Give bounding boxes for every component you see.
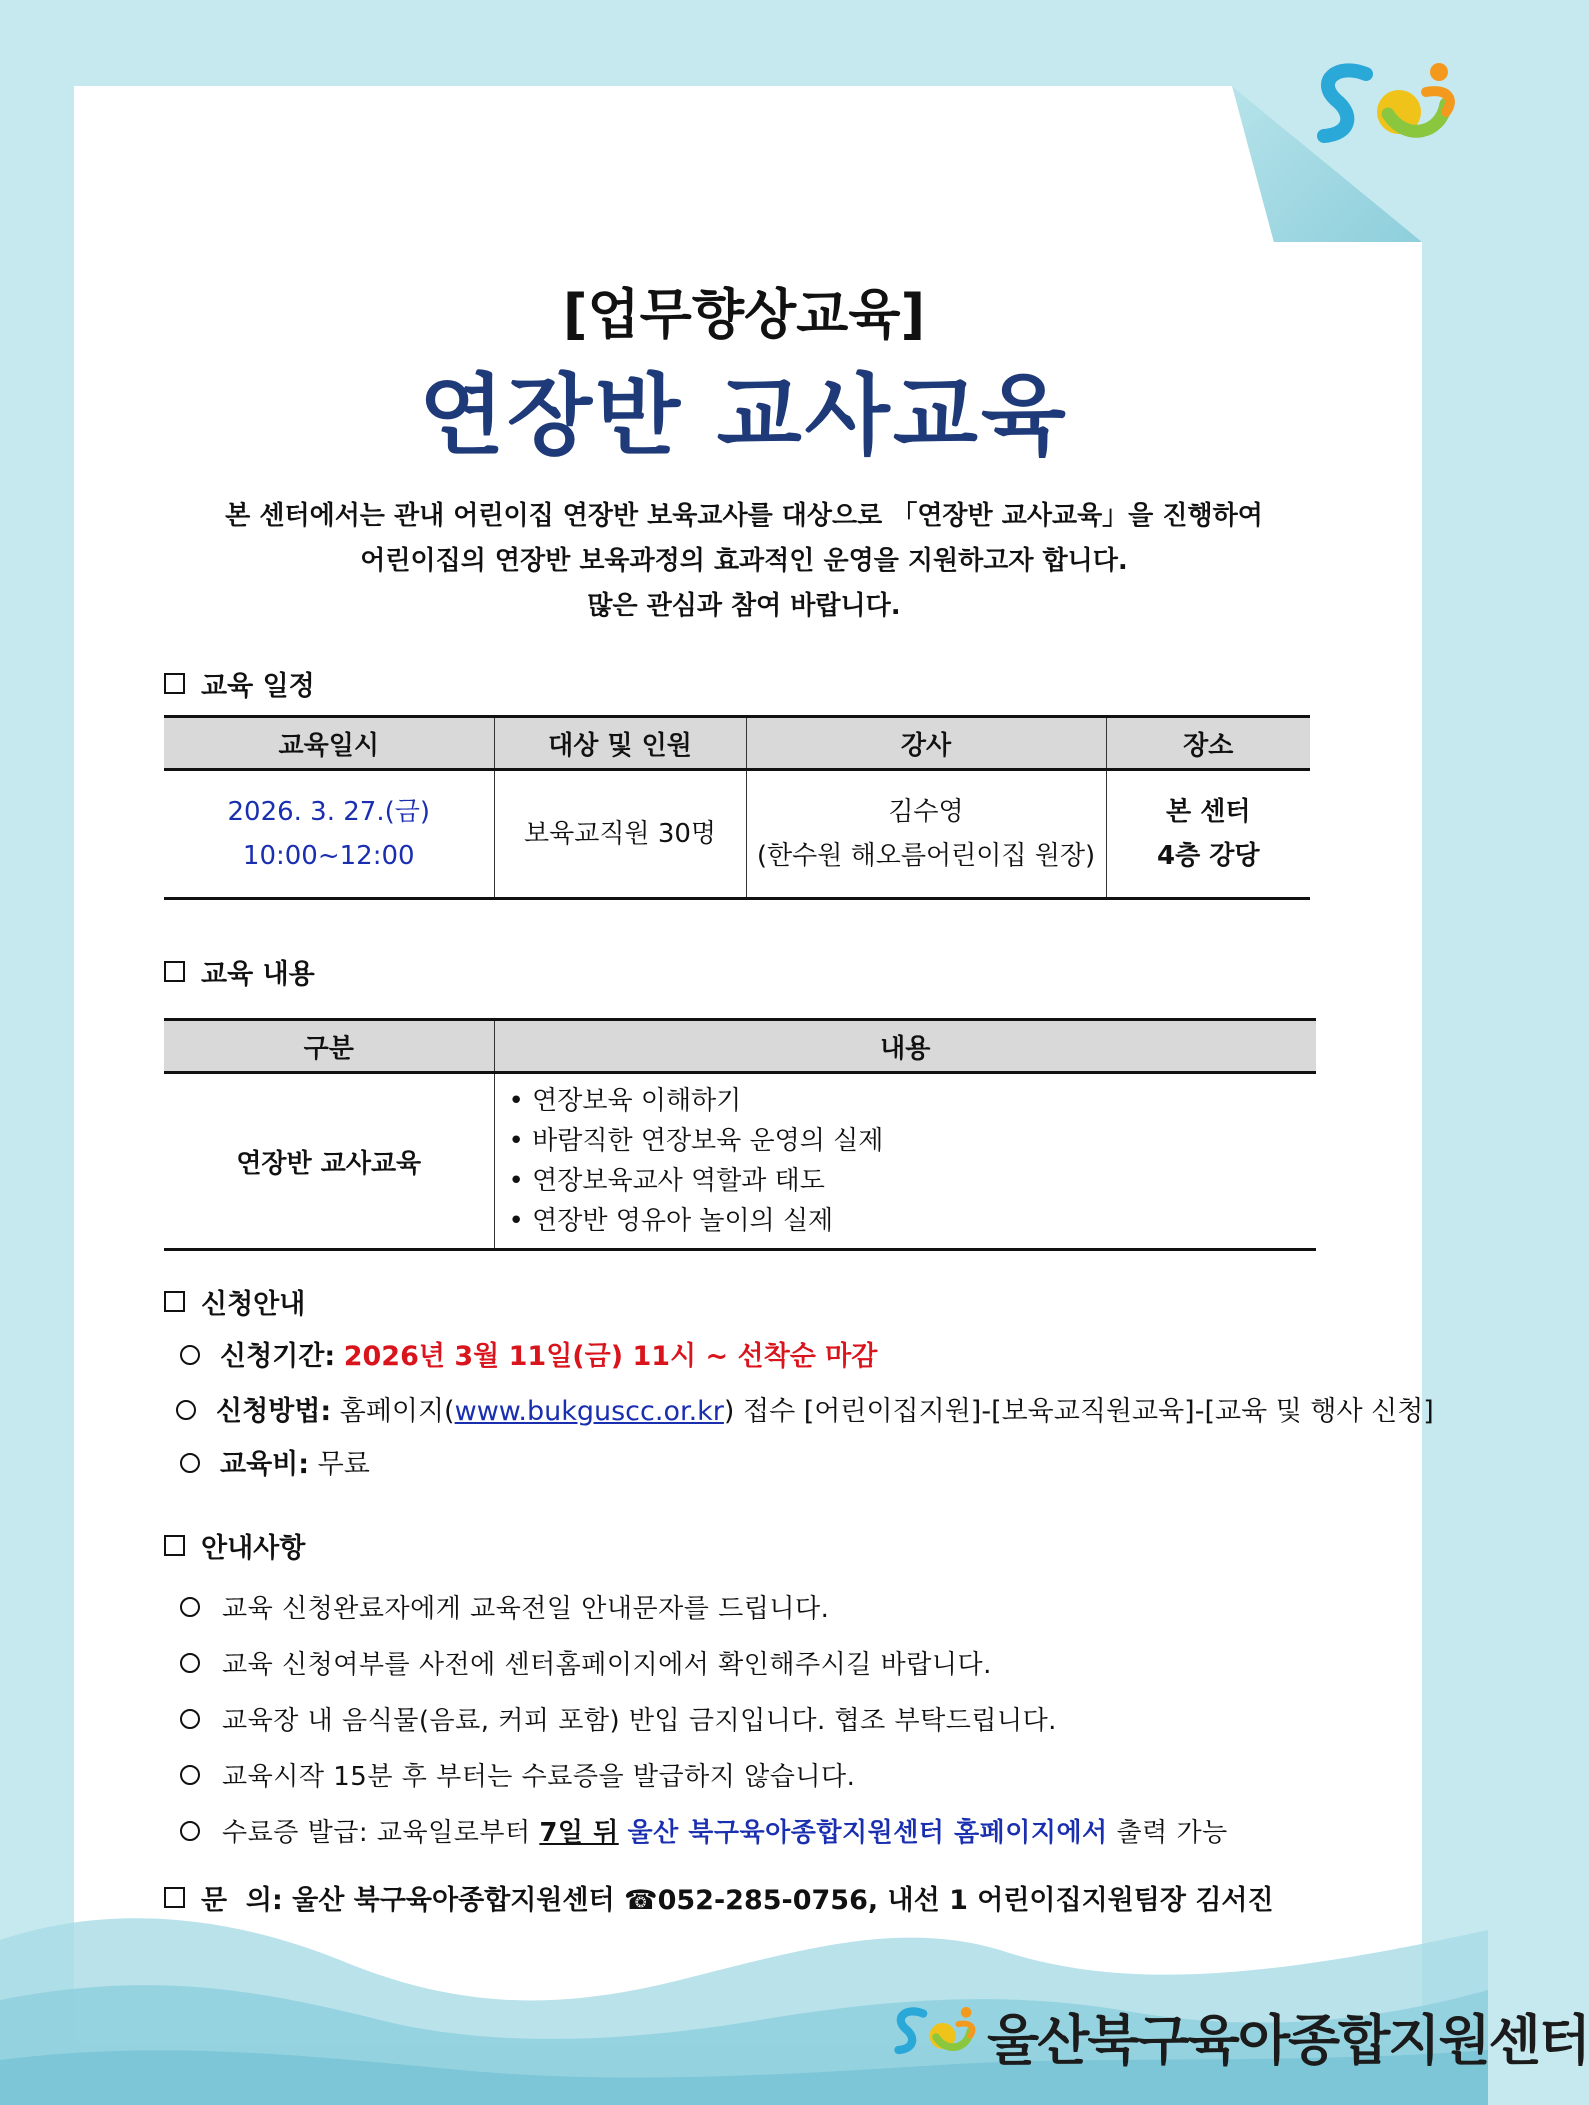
circle-bullet-icon	[180, 1653, 200, 1673]
schedule-time: 10:00~12:00	[242, 841, 415, 871]
apply-period: 신청기간: 2026년 3월 11일(금) 11시 ~ 선착순 마감	[180, 1334, 877, 1373]
schedule-date: 2026. 3. 27.(금)	[227, 797, 431, 827]
circle-bullet-icon	[180, 1597, 200, 1617]
column-header: 강사	[746, 717, 1106, 770]
schedule-place	[1106, 770, 1310, 899]
list-item: • 바람직한 연장보육 운영의 실제	[508, 1126, 884, 1156]
instructor-affiliation: (한수원 해오름어린이집 원장)	[756, 841, 1096, 871]
homepage-link[interactable]: www.bukguscc.or.kr	[454, 1396, 724, 1427]
square-bullet-icon	[164, 1535, 185, 1556]
list-item: • 연장보육교사 역할과 태도	[508, 1166, 825, 1196]
note-item: 교육시작 15분 후 부터는 수료증을 발급하지 않습니다.	[180, 1756, 855, 1793]
subtitle: [업무향상교육]	[562, 283, 926, 346]
column-header: 장소	[1106, 717, 1310, 770]
intro-line-1: 본 센터에서는 관내 어린이집 연장반 보육교사를 대상으로 「연장반 교사교육」을 진행하여	[225, 501, 1263, 531]
list-item: • 연장보육 이해하기	[508, 1086, 742, 1116]
content-list	[494, 1073, 1316, 1250]
place-line-1: 본 센터	[1166, 797, 1251, 827]
section-heading-content: 교육 내용	[164, 952, 315, 991]
circle-bullet-icon	[180, 1709, 200, 1729]
schedule-table	[164, 715, 1310, 900]
section-heading-notes: 안내사항	[164, 1526, 305, 1565]
contact-line: 문 의: 울산 북구육아종합지원센터 ☎052-285-0756, 내선 1 어린이집지원팀장 김서진	[164, 1878, 1274, 1917]
schedule-datetime	[164, 770, 494, 899]
page-title: 연장반 교사교육	[419, 364, 1069, 467]
footer-brand-name: 울산북구육아종합지원센터	[987, 2009, 1589, 2072]
schedule-instructor	[746, 770, 1106, 899]
circle-bullet-icon	[180, 1765, 200, 1785]
circle-bullet-icon	[180, 1345, 200, 1365]
circle-bullet-icon	[176, 1400, 196, 1420]
table-header-row	[164, 717, 1310, 770]
table-row	[164, 1073, 1316, 1250]
content-category: 연장반 교사교육	[164, 1073, 494, 1250]
square-bullet-icon	[164, 1291, 185, 1312]
section-heading-apply: 신청안내	[164, 1282, 305, 1321]
circle-bullet-icon	[180, 1821, 200, 1841]
square-bullet-icon	[164, 673, 185, 694]
square-bullet-icon	[164, 961, 185, 982]
column-header: 구분	[164, 1020, 494, 1073]
center-logo-icon	[1296, 52, 1466, 152]
schedule-target: 보육교직원 30명	[494, 770, 746, 899]
apply-method: 신청방법: 홈페이지(www.bukguscc.or.kr) 접수 [어린이집지원]-[보육교직원교육]-[교육 및 행사 신청]	[176, 1389, 1434, 1428]
center-logo-icon	[882, 1984, 982, 2076]
apply-fee: 교육비: 무료	[180, 1442, 370, 1481]
content-table	[164, 1018, 1316, 1251]
list-item: • 연장반 영유아 놀이의 실제	[508, 1206, 834, 1236]
place-line-2: 4층 강당	[1157, 841, 1260, 871]
note-item: 교육 신청완료자에게 교육전일 안내문자를 드립니다.	[180, 1588, 829, 1625]
note-item: 교육 신청여부를 사전에 센터홈페이지에서 확인해주시길 바랍니다.	[180, 1644, 992, 1681]
table-header-row	[164, 1020, 1316, 1073]
footer-brand	[882, 1978, 1589, 2082]
column-header: 대상 및 인원	[494, 717, 746, 770]
instructor-name: 김수영	[888, 797, 964, 827]
intro-text	[0, 494, 1488, 629]
note-item-certificate: 수료증 발급: 교육일로부터 7일 뒤 울산 북구육아종합지원센터 홈페이지에서 출력 가능	[180, 1812, 1228, 1849]
intro-line-3: 많은 관심과 참여 바랍니다.	[587, 591, 901, 621]
table-row	[164, 770, 1310, 899]
note-item: 교육장 내 음식물(음료, 커피 포함) 반입 금지입니다. 협조 부탁드립니다.	[180, 1700, 1057, 1737]
section-heading-schedule: 교육 일정	[164, 664, 315, 703]
column-header: 내용	[494, 1020, 1316, 1073]
column-header: 교육일시	[164, 717, 494, 770]
circle-bullet-icon	[180, 1453, 200, 1473]
intro-line-2: 어린이집의 연장반 보육과정의 효과적인 운영을 지원하고자 합니다.	[360, 546, 1128, 576]
